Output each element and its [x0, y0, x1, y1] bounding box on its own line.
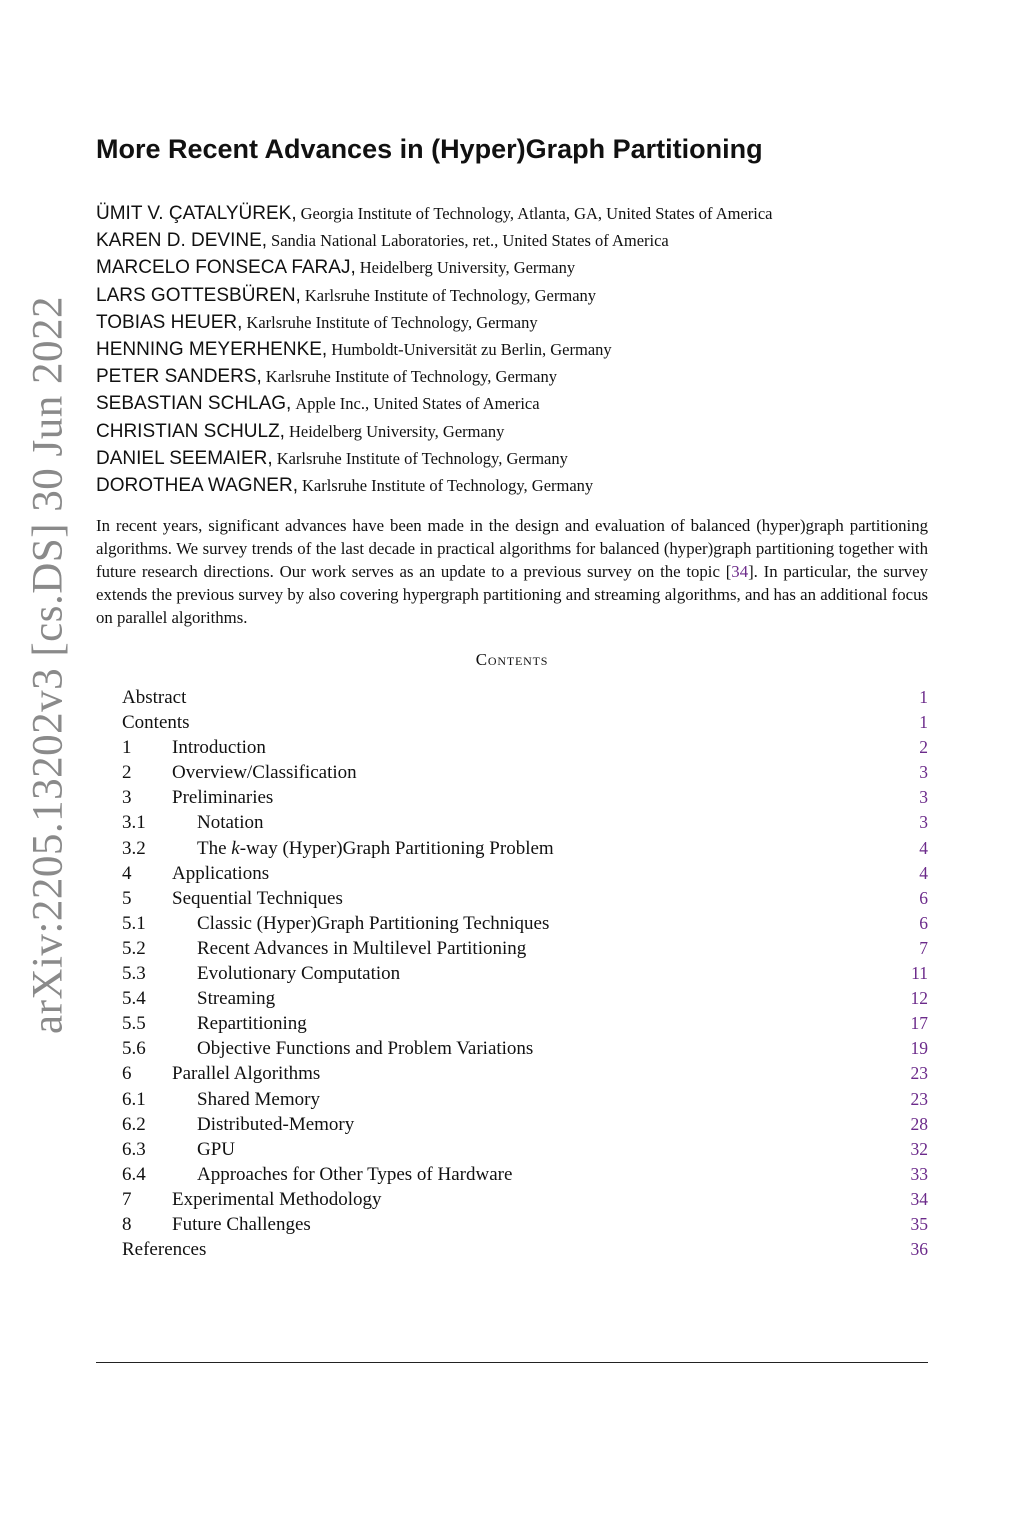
toc-section-number: 3.2	[122, 837, 146, 859]
toc-page-link[interactable]: 7	[919, 937, 928, 958]
author-entry	[96, 254, 936, 281]
toc-row[interactable]	[122, 961, 928, 986]
toc-row[interactable]	[122, 735, 928, 760]
toc-row[interactable]	[122, 1237, 928, 1262]
author-name: MARCELO FONSECA FARAJ,	[96, 257, 356, 279]
toc-section-number: 4	[122, 862, 132, 884]
toc-page-link[interactable]: 33	[910, 1163, 928, 1184]
toc-section-number: 1	[122, 737, 132, 759]
author-affiliation: Karlsruhe Institute of Technology, Germany	[246, 312, 538, 332]
toc-page-link[interactable]: 1	[919, 687, 928, 707]
toc-row[interactable]	[122, 1011, 928, 1036]
toc-section-number: 5.3	[122, 963, 146, 985]
contents-heading: Contents	[475, 650, 549, 669]
toc-section-number: 5	[122, 887, 132, 909]
toc-page-link[interactable]: 12	[910, 988, 928, 1009]
author-name: LARS GOTTESBÜREN,	[96, 284, 301, 306]
toc-page-link[interactable]: 1	[919, 712, 928, 733]
toc-entry-title[interactable]: Introduction	[172, 737, 266, 759]
toc-row[interactable]	[122, 760, 928, 785]
toc-section-number: 3	[122, 787, 132, 809]
author-affiliation: Heidelberg University, Germany	[288, 421, 505, 441]
toc-page-link[interactable]: 35	[910, 1213, 928, 1234]
author-name: SEBASTIAN SCHLAG,	[96, 393, 292, 415]
author-entry	[96, 390, 936, 417]
author-entry	[96, 336, 936, 363]
author-name: DANIEL SEEMAIER,	[96, 447, 273, 469]
arxiv-identifier-stamp: arXiv:2205.13202v3 [cs.DS] 30 Jun 2022	[24, 295, 72, 1035]
toc-section-number: 3.1	[122, 812, 146, 834]
citation-link[interactable]: 34	[731, 562, 749, 581]
toc-entry-title[interactable]: Notation	[197, 812, 264, 834]
toc-row[interactable]	[122, 1162, 928, 1187]
toc-page-link[interactable]: 4	[919, 862, 928, 883]
toc-page-link[interactable]: 17	[910, 1013, 928, 1034]
toc-row[interactable]	[122, 986, 928, 1011]
toc-page-link[interactable]: 28	[910, 1113, 928, 1134]
toc-entry-title[interactable]: Abstract	[122, 687, 187, 708]
toc-section-number: 5.4	[122, 988, 146, 1010]
toc-row[interactable]	[122, 1112, 928, 1137]
author-affiliation: Humboldt-Universität zu Berlin, Germany	[331, 339, 612, 359]
author-affiliation: Heidelberg University, Germany	[359, 258, 576, 278]
author-entry	[96, 227, 936, 254]
toc-page-link[interactable]: 23	[910, 1063, 928, 1084]
toc-section-number: 6.1	[122, 1088, 146, 1110]
abstract	[96, 514, 928, 629]
toc-section-number: 2	[122, 762, 132, 784]
author-entry	[96, 418, 936, 445]
toc-row[interactable]	[122, 911, 928, 936]
toc-row[interactable]	[122, 710, 928, 735]
table-of-contents	[122, 685, 928, 1262]
toc-row[interactable]	[122, 1187, 928, 1212]
toc-title-part: -way (Hyper)Graph Partitioning Problem	[239, 837, 554, 859]
abstract-text-start: In recent years, significant advances have been made in the design and evaluation of balanced (hyper)graph partitioning algorithms. We survey trends of the last decade in practical algorithms for balanced (hyper)graph partitioning together with future research directions. Our work serves as an update to a previous survey on the topic [	[96, 516, 928, 581]
toc-section-number: 6.2	[122, 1113, 146, 1135]
toc-entry-title[interactable]: Shared Memory	[197, 1088, 320, 1110]
toc-row[interactable]	[122, 836, 928, 861]
toc-entry-title[interactable]: Parallel Algorithms	[172, 1063, 321, 1085]
author-affiliation: Sandia National Laboratories, ret., United States of America	[271, 231, 669, 251]
author-entry	[96, 445, 936, 472]
toc-section-number: 5.5	[122, 1013, 146, 1035]
toc-page-link[interactable]: 3	[919, 787, 928, 808]
author-entry	[96, 282, 936, 309]
toc-row[interactable]	[122, 861, 928, 886]
toc-page-link[interactable]: 32	[910, 1138, 928, 1159]
toc-row[interactable]	[122, 1087, 928, 1112]
toc-entry-title[interactable]: References	[122, 1239, 207, 1261]
toc-page-link[interactable]: 23	[910, 1088, 928, 1109]
toc-row[interactable]	[122, 936, 928, 961]
toc-entry-title[interactable]: Repartitioning	[197, 1013, 307, 1035]
toc-page-link[interactable]: 2	[919, 737, 928, 758]
toc-section-number: 5.6	[122, 1038, 146, 1060]
toc-entry-title[interactable]: Preliminaries	[172, 787, 274, 809]
toc-entry-title[interactable]: Recent Advances in Multilevel Partitioning	[197, 937, 527, 959]
author-name: HENNING MEYERHENKE,	[96, 338, 328, 360]
toc-page-link[interactable]: 3	[919, 812, 928, 833]
author-affiliation: Karlsruhe Institute of Technology, Germany	[276, 448, 568, 468]
toc-page-link[interactable]: 36	[910, 1239, 928, 1260]
author-affiliation: Karlsruhe Institute of Technology, Germany	[301, 475, 594, 495]
author-name: TOBIAS HEUER,	[96, 311, 243, 333]
toc-entry-title[interactable]: Distributed-Memory	[197, 1113, 355, 1135]
toc-page-link[interactable]: 19	[910, 1038, 928, 1059]
footer-rule	[96, 1362, 928, 1363]
author-name: DOROTHEA WAGNER,	[96, 474, 298, 496]
author-affiliation: Georgia Institute of Technology, Atlanta, GA, United States of America	[300, 204, 773, 223]
toc-row[interactable]	[122, 685, 928, 710]
toc-entry-title[interactable]: Classic (Hyper)Graph Partitioning Techniques	[197, 912, 550, 934]
toc-page-link[interactable]: 4	[919, 837, 928, 858]
toc-title-part: The	[197, 837, 232, 859]
author-entry	[96, 472, 936, 499]
toc-title-part: k	[231, 837, 240, 859]
toc-entry-title[interactable]: Future Challenges	[172, 1213, 311, 1235]
toc-section-number: 5.2	[122, 937, 146, 959]
toc-entry-title[interactable]: Objective Functions and Problem Variations	[197, 1038, 534, 1060]
author-affiliation: Karlsruhe Institute of Technology, Germany	[304, 285, 597, 305]
toc-row[interactable]	[122, 886, 928, 911]
author-name: CHRISTIAN SCHULZ,	[96, 420, 285, 442]
toc-page-link[interactable]: 6	[919, 912, 928, 933]
toc-section-number: 7	[122, 1188, 132, 1210]
toc-entry-title[interactable]: Approaches for Other Types of Hardware	[197, 1163, 513, 1185]
author-name: KAREN D. DEVINE,	[96, 230, 268, 252]
toc-page-link[interactable]: 3	[919, 762, 928, 783]
toc-section-number: 5.1	[122, 912, 146, 934]
author-entry	[96, 309, 936, 336]
toc-section-number: 6.3	[122, 1138, 146, 1160]
toc-row[interactable]	[122, 1137, 928, 1162]
toc-row[interactable]	[122, 785, 928, 810]
toc-section-number: 6	[122, 1063, 132, 1085]
paper-title: More Recent Advances in (Hyper)Graph Partitioning	[96, 134, 763, 164]
toc-page-link[interactable]: 6	[919, 887, 928, 908]
toc-entry-title[interactable]: Sequential Techniques	[172, 887, 343, 909]
toc-page-link[interactable]: 34	[910, 1188, 928, 1209]
toc-entry-title[interactable]: Experimental Methodology	[172, 1188, 382, 1210]
author-name: PETER SANDERS,	[96, 366, 262, 388]
toc-entry-title[interactable]	[197, 836, 554, 861]
author-entry	[96, 363, 936, 390]
toc-entry-title[interactable]: Overview/Classification	[172, 762, 357, 784]
toc-section-number: 8	[122, 1213, 132, 1235]
toc-page-link[interactable]: 11	[911, 963, 928, 984]
author-name: ÜMIT V. ÇATALYÜREK,	[96, 203, 297, 224]
toc-section-number: 6.4	[122, 1163, 146, 1185]
toc-entry-title[interactable]: Evolutionary Computation	[197, 963, 401, 985]
toc-row[interactable]	[122, 1061, 928, 1086]
toc-entry-title[interactable]: GPU	[197, 1138, 236, 1160]
author-entry	[96, 200, 936, 227]
toc-entry-title[interactable]: Streaming	[197, 988, 276, 1010]
toc-row[interactable]	[122, 810, 928, 835]
toc-entry-title[interactable]: Applications	[172, 862, 270, 884]
toc-entry-title[interactable]: Contents	[122, 712, 190, 734]
author-affiliation: Karlsruhe Institute of Technology, Germany	[265, 367, 557, 387]
toc-row[interactable]	[122, 1036, 928, 1061]
author-list	[96, 200, 936, 499]
author-affiliation: Apple Inc., United States of America	[295, 394, 540, 414]
abstract-text-end: ]. In particular, the survey extends the previous survey by also covering hypergraph partitioning and streaming algorithms, and has an additional focus on parallel algorithms.	[96, 562, 929, 627]
toc-row[interactable]	[122, 1212, 928, 1237]
